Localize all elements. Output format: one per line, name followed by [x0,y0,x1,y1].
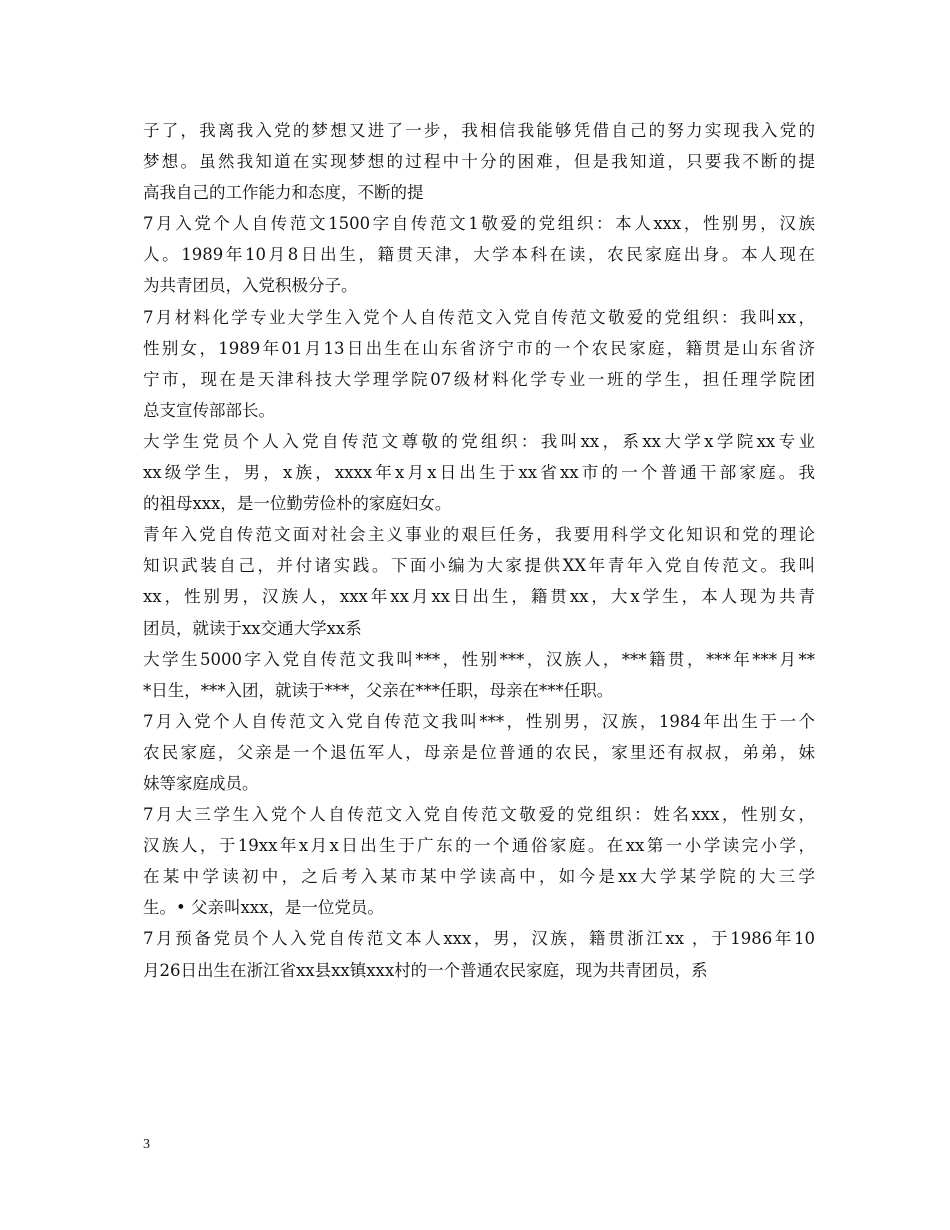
text-line: xx级学生，男，x族，xxxx年x月x日出生于xx省xx市的一个普通干部家庭。我 [143,463,815,483]
paragraph [143,302,815,426]
page-number: 3 [143,1137,150,1152]
paragraph [143,519,815,643]
text-line: 7月入党个人自传范文1500字自传范文1敬爱的党组织：本人xxx，性别男，汉族 [143,214,815,234]
paragraph [143,799,815,923]
text-line: 妹等家庭成员。 [143,773,259,793]
text-line: 的祖母xxx，是一位勤劳俭朴的家庭妇女。 [143,494,452,514]
text-line: 7月预备党员个人入党自传范文本人xxx，男，汉族，籍贯浙江xx ，于1986年10 [143,929,815,949]
text-line: 团员，就读于xx交通大学xx系 [143,618,362,638]
text-line: 月26日出生在浙江省xx县xx镇xxx村的一个普通农民家庭，现为共青团员，系 [143,960,708,980]
text-line: 在某中学读初中，之后考入某市某中学读高中，如今是xx大学某学院的大三学 [143,867,815,887]
text-line: xx，性别男，汉族人，xxx年xx月xx日出生，籍贯xx，大x学生，本人现为共青 [143,587,815,607]
text-line: 汉族人，于19xx年x月x日出生于广东的一个通俗家庭。在xx第一小学读完小学， [143,836,815,856]
text-line: 7月大三学生入党个人自传范文入党自传范文敬爱的党组织：姓名xxx，性别女， [143,805,815,825]
text-line: 为共青团员，入党积极分子。 [143,276,358,296]
document-body [143,115,815,986]
paragraph [143,706,815,799]
text-line: 生。• 父亲叫xxx，是一位党员。 [143,898,384,918]
text-line: 农民家庭，父亲是一个退伍军人，母亲是位普通的农民，家里还有叔叔，弟弟，妹 [143,742,815,762]
text-line: 子了，我离我入党的梦想又进了一步，我相信我能够凭借自己的努力实现我入党的 [143,121,815,140]
text-line: 总支宣传部部长。 [143,400,275,420]
paragraph [143,115,815,208]
text-line: 青年入党自传范文面对社会主义事业的艰巨任务，我要用科学文化知识和党的理论 [143,525,815,545]
text-line: 宁市，现在是天津科技大学理学院07级材料化学专业一班的学生，担任理学院团 [143,369,815,389]
paragraph [143,208,815,301]
paragraph [143,923,815,985]
text-line: 人。1989年10月8日出生，籍贯天津，大学本科在读，农民家庭出身。本人现在 [143,245,815,265]
text-line: 高我自己的工作能力和态度，不断的提 [143,183,424,203]
text-line: 大学生5000字入党自传范文我叫***，性别***，汉族人，***籍贯，***年***月** [143,649,815,669]
text-line: 大学生党员个人入党自传范文尊敬的党组织：我叫xx，系xx大学x学院xx专业 [143,431,815,451]
text-line: 梦想。虽然我知道在实现梦想的过程中十分的困难，但是我知道，只要我不断的提 [143,152,815,172]
text-line: 性别女，1989年01月13日出生在山东省济宁市的一个农民家庭，籍贯是山东省济 [143,338,815,358]
paragraph [143,644,815,706]
text-line: *日生，***入团，就读于***，父亲在***任职，母亲在***任职。 [143,680,614,700]
paragraph [143,426,815,519]
text-line: 7月材料化学专业大学生入党个人自传范文入党自传范文敬爱的党组织：我叫xx， [143,307,815,327]
text-line: 知识武装自己，并付诸实践。下面小编为大家提供XX年青年入党自传范文。我叫 [143,556,815,576]
text-line: 7月入党个人自传范文入党自传范文我叫***，性别男，汉族，1984年出生于一个 [143,711,815,731]
